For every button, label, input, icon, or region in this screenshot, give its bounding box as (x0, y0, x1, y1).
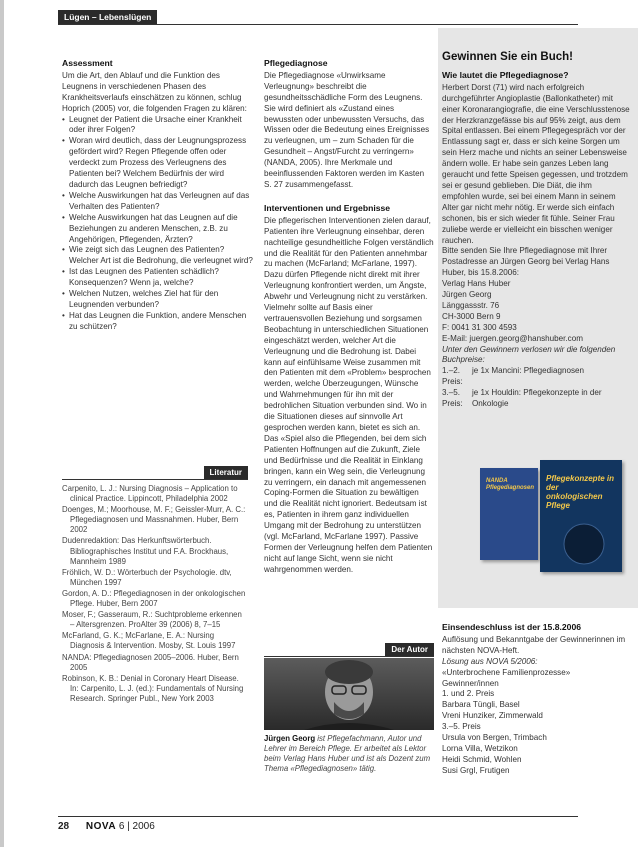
address-email: E-Mail: juergen.georg@hanshuber.com (442, 333, 583, 343)
literature-ref: Doenges, M.; Moorhouse, M. F.; Geissler-Murr, A. C.: Pflegediagnosen und Massnahmen. Huber, Bern 2002 (62, 505, 246, 535)
literature-ref: Moser, F.; Gasseraum, R.: Suchtprobleme erkennen – Altersgrenzen. ProAlter 39 (2006) 8, 7–15 (62, 610, 242, 630)
prize-text: je 1x Houldin: Pflegekonzepte in der Onkologie (472, 388, 602, 409)
prizes-intro: Unter den Gewinnern verlosen wir die folgenden Buchpreise: (442, 344, 616, 365)
book-cover-nanda (480, 468, 538, 560)
contest-results (442, 622, 630, 777)
prize-number: 1.–2. Preis: (442, 366, 463, 387)
prize-number: 3.–5. Preis: (442, 388, 463, 409)
page-number: 28 (58, 821, 70, 832)
solution-value: «Unterbrochene Familienprozesse» (442, 667, 571, 677)
literature-ref: Carpenito, L. J.: Nursing Diagnosis – Application to clinical Practice. Lippincott, Philadelphia 2002 (62, 484, 238, 504)
literature-tag: Literatur (204, 466, 248, 479)
section-tag: Lügen – Lebenslügen (58, 10, 157, 24)
magazine-name: NOVA (85, 821, 117, 832)
diagnosis-heading: Pflegediagnose (264, 58, 328, 68)
literature-bar (62, 466, 248, 480)
literature-ref: NANDA: Pflegediagnosen 2005–2006. Huber, Bern 2005 (62, 652, 239, 672)
author-caption (264, 734, 434, 774)
prize-text: je 1x Mancini: Pflegediagnosen (472, 366, 585, 376)
deadline-heading: Einsendeschluss ist der 15.8.2006 (442, 622, 582, 632)
interventions-heading: Interventionen und Ergebnisse (264, 202, 391, 213)
assessment-heading: Assessment (62, 58, 113, 68)
contest-send-text: Bitte senden Sie Ihre Pflegediagnose mit Ihrer Postadresse an Jürgen Georg bei Verlag Hans Huber, bis 15.8.2006: (442, 246, 610, 278)
column-diagnosis (264, 58, 434, 576)
winner-line: Susi Grgl, Frutigen (442, 765, 510, 775)
winner-line: Heidi Schmid, Wohlen (442, 754, 522, 764)
solution-label: Lösung aus NOVA 5/2006: (442, 656, 538, 666)
column-contest (442, 52, 630, 410)
question-item: • Wie zeigt sich das Leugnen des Patienten? Welcher Art ist die Bedrohung, die verleugnet wird? (62, 245, 254, 267)
globe-graphic (562, 522, 606, 566)
contest-title: Gewinnen Sie ein Buch! (442, 51, 573, 63)
author-photo (264, 658, 434, 730)
contest-question: Wie lautet die Pflegediagnose? (442, 69, 569, 80)
address-line: Jürgen Georg (442, 290, 492, 300)
interventions-text: Die pflegerischen Interventionen zielen darauf, Patienten ihre Verleugnung einsehbar, deren nachteilige gesundheitliche Folgen verständlich und die Realität für den Patienten annehmbar zu machen (McFarland; McFarlane, 1997). Dazu dürfen Pflegende nicht direkt mit ihrer Verleugnung konfrontiert werden, um Ängste, Abwehr und Verleugnung nicht zu verstärken. Vielmehr sollte auf Basis einer vertrauensvollen Beziehung und sorgsamen Beobachtung in unterschiedlichen Situationen eingeschätzt werden, welcher Art die Verleugnung und die Bedrohung ist. Dabei kann auf einfühlsame Weise zusammen mit den Patienten mit dem «Problem» besprochen werden, welche Überzeugungen, Wünsche und Wahrnehmungen für ihn mit der bedrohlichen Situation verbunden sind. Wo in die Situationen dieses auf sinnvolle Art gesprochen werden kann, bietet es sich an. Das «Spiel also die Pflegenden, bei dem sich Patienten Hoffnungen auf die Zukunft, Ziele und Bedürfnisse und die Realität in Einklang bringen, kann ein Weg sein, die Verleugnung zu verringern, ein danach mit angemessenen Coping-Formen die Situation zu bewältigen und die Realität nicht ignoriert. Bedeutsam ist es, Patienten in ihrem ganz individuellen Umgang mit der Bedrohung zu unterstützen (vgl. McFarland, McFarlane 1997). Passive Formen der Verleugnung helfen dem Patienten nicht auf lange Sicht, wenn sie nicht wahrgenommen werden. (264, 215, 434, 574)
author-tag: Der Autor (385, 643, 434, 656)
winner-line: 3.–5. Preis (442, 722, 481, 732)
question-item: • Leugnet der Patient die Ursache einer Krankheit oder ihrer Folgen? (62, 115, 254, 137)
column-assessment (62, 58, 254, 333)
assessment-text: Um die Art, den Ablauf und die Funktion des Leugnens in verschiedenen Phasen des Krankheitsverlaufs einschätzen zu können, schlug Hoprich (2005) vor, die folgenden Fragen zu klären: (62, 70, 247, 113)
book-title: NANDA Pflegediagnosen (486, 478, 535, 491)
page-edge (0, 0, 4, 847)
question-item: • Welche Auswirkungen hat das Leugnen auf die Beziehungen zu anderen Menschen, z.B. zu Angehörigen, Pflegenden, Ärzten? (62, 213, 254, 246)
winner-line: Ursula von Bergen, Trimbach (442, 733, 547, 743)
address-line: F: 0041 31 300 4593 (442, 322, 517, 332)
prize-row (442, 388, 630, 410)
question-item: • Woran wird deutlich, dass der Leugnungsprozess gefördert wird? Regen Pflegende offen oder verdeckt zum Prozess des Verleugnens des Patienten bei? Welchem Bedürfnis der wird dadurch das Leugnen befriedigt? (62, 136, 254, 191)
book-title: Pflegekonzepte in der onkologischen Pflege (546, 474, 615, 510)
question-item: • Ist das Leugnen des Patienten schädlich? Konsequenzen? Wenn ja, welche? (62, 267, 254, 289)
literature-ref: Robinson, K. B.: Denial in Coronary Heart Disease. In: Carpenito, L. J. (ed.): Fundamentals of Nursing Research. Springer Publ., New York 2003 (62, 673, 244, 703)
winner-line: Lorna Villa, Wetzikon (442, 743, 518, 753)
address-line: Verlag Hans Huber (442, 279, 511, 289)
assessment-question-list (62, 115, 254, 333)
literature-ref: Fröhlich, W. D.: Wörterbuch der Psychologie. dtv, München 1997 (62, 567, 232, 587)
author-bio: ist Pflegefachmann, Autor und Lehrer im Bereich Pflege. Er arbeitet als Lektor beim Verlag Hans Huber und ist als Dozent zum Thema «Pflegediagnosen» tätig. (264, 734, 431, 773)
literature-ref: McFarland, G. K.; McFarlane, E. A.: Nursing Diagnosis & Intervention. Mosby, St. Louis 1997 (62, 631, 236, 651)
address-line: CH-3000 Bern 9 (442, 311, 501, 321)
question-item: • Welchen Nutzen, welches Ziel hat für den Leugnenden verbunden? (62, 289, 254, 311)
author-name: Jürgen Georg (264, 734, 316, 743)
header-bar (58, 10, 578, 25)
question-item: • Hat das Leugnen die Funktion, andere Menschen zu schützen? (62, 311, 254, 333)
author-bar (264, 643, 434, 657)
winner-line: 1. und 2. Preis (442, 689, 495, 699)
literature-list (62, 484, 248, 705)
winners-label: Gewinner/innen (442, 678, 499, 688)
issue-number: 6 | 2006 (118, 821, 155, 832)
address-line: Länggassstr. 76 (442, 300, 500, 310)
literature-ref: Dudenredaktion: Das Herkunftswörterbuch. Bibliographisches Institut und F.A. Brockhaus, Mannheim 1989 (62, 536, 229, 566)
literature-ref: Gordon, A. D.: Pflegediagnosen in der onkologischen Pflege. Huber, Bern 2007 (62, 588, 246, 609)
winner-line: Barbara Tüngli, Basel (442, 700, 520, 710)
diagnosis-text: Die Pflegediagnose «Unwirksame Verleugnung» beschreibt die gesundheitsschädliche Form des Leugnens. Sie wird definiert als «Zustand eines bewussten oder unbewussten Versuchs, das Wissen oder die Bedeutung eines Ereignisses zu verleugnen, um – zum Schaden für die Gesundheit – Angst/Furcht zu verringern» (NANDA, 2005). Ihre Merkmale und beeinflussenden Faktoren werden im Kasten S. 27 zusammengefasst. (264, 70, 430, 189)
prize-row (442, 366, 630, 388)
contest-case-text: Herbert Dorst (71) wird nach erfolgreich durchgeführter Angioplastie (Ballonkatheter) mit einer Koronarangiografie, die eine Verschlusstenose der Herzkranzgefässe bis auf 95% zeigt, aus dem Spital entlassen. Bei einem Pflegegespräch vor der Entlassung sagt er, dass er sich keine Sorgen um sein Herz mache und nichts an seiner Lebensweise ändern wolle. Er habe sein ganzes Leben lang geraucht und fette Speisen gegessen, und trotzdem sei er gesund geblieben. Die Diät, die ihm empfohlen wurde, sei bei einem Mann in seinem Alter gar nicht mehr nötig. Er werde sich einfach schonen, bis er sich wieder fit fühle. Seiner Frau zuliebe werde er vielleicht ein bisschen weniger rauchen. (442, 82, 630, 245)
deadline-text: Auflösung und Bekanntgabe der Gewinnerinnen im nächsten NOVA-Heft. (442, 634, 626, 655)
book-cover-onkologie (540, 460, 622, 572)
winner-line: Vreni Hunziker, Zimmerwald (442, 711, 543, 721)
question-item: • Welche Auswirkungen hat das Verleugnen auf das Verhalten des Patienten? (62, 191, 254, 213)
page-footer (58, 816, 578, 832)
